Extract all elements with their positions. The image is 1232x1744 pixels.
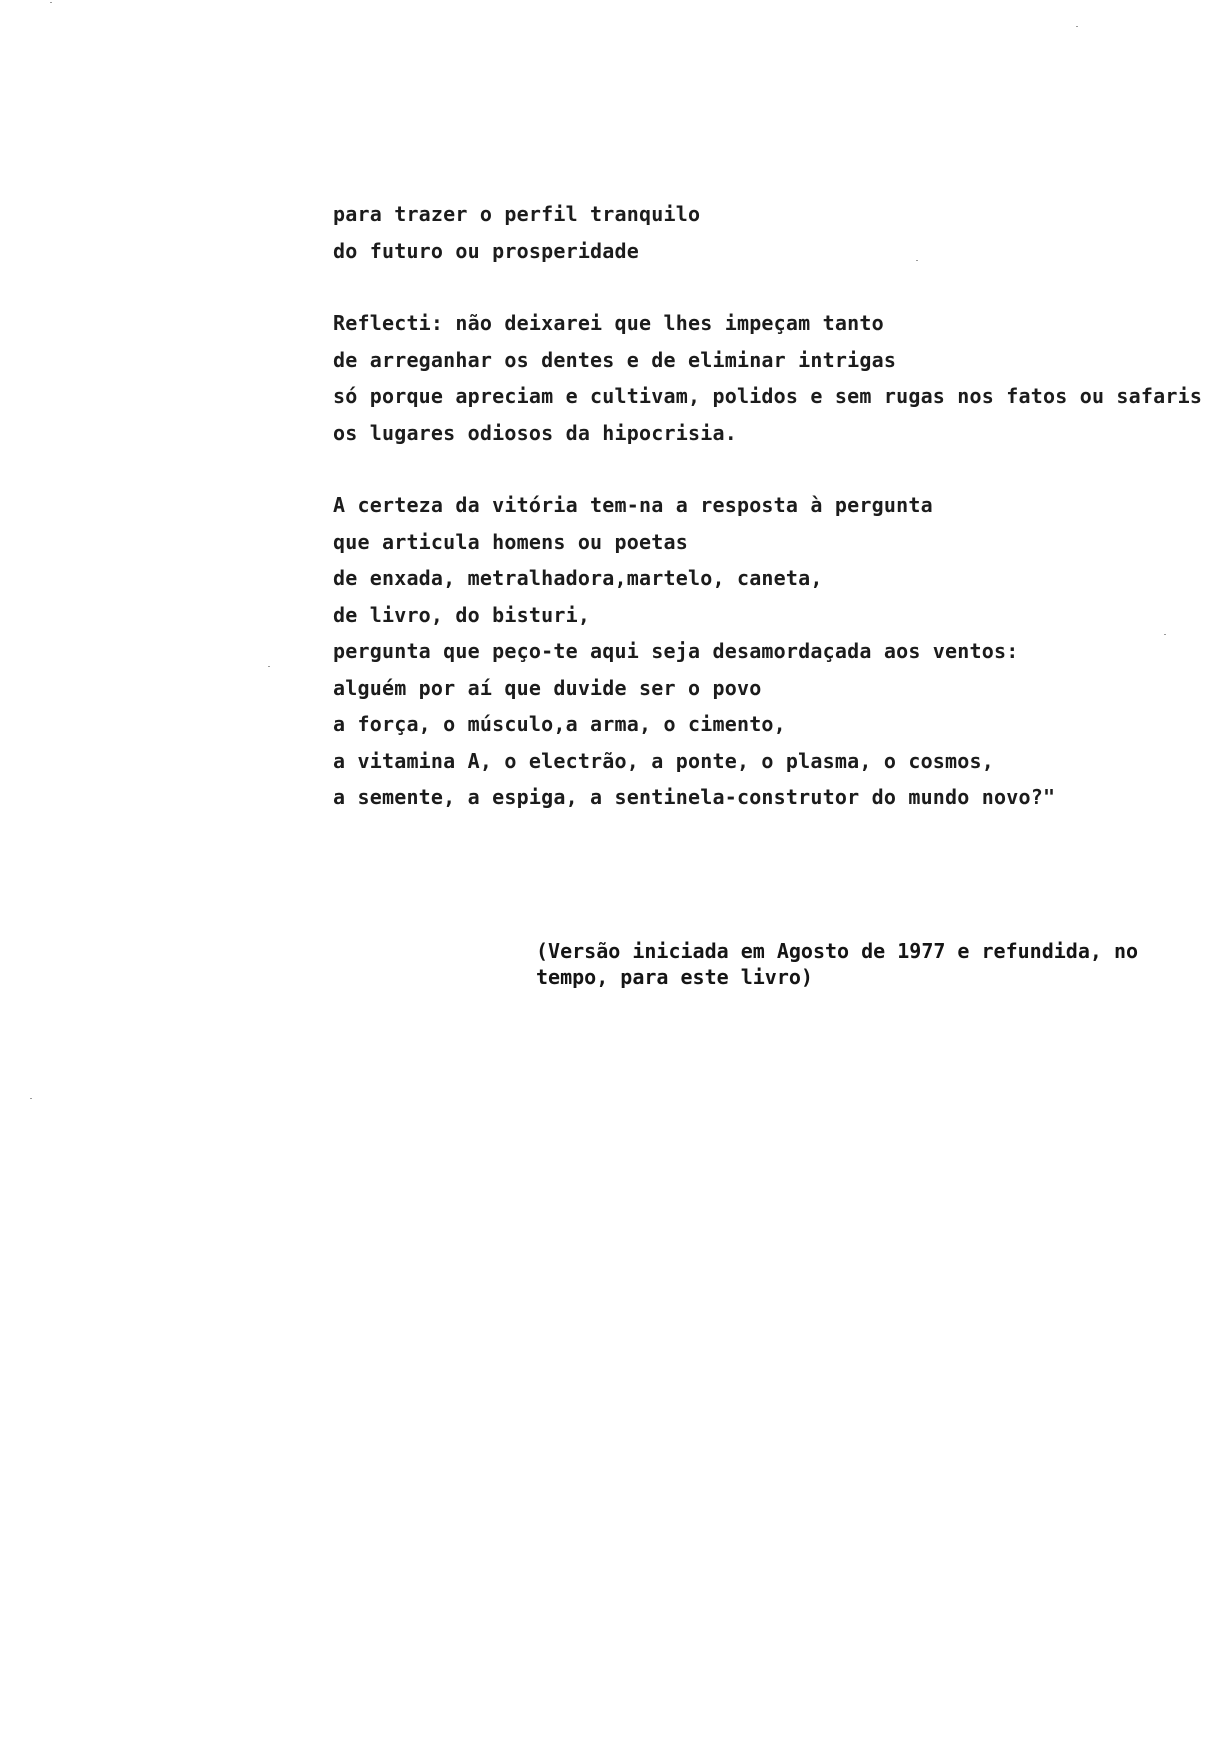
poem-line: do futuro ou prosperidade [333, 238, 640, 263]
poem-body [333, 196, 1223, 852]
poem-line: alguém por aí que duvide ser o povo [333, 675, 762, 700]
poem-line: pergunta que peço-te aqui seja desamordaçada aos ventos: [333, 639, 1019, 663]
poem-line: de arreganhar os dentes e de eliminar intrigas [333, 347, 897, 372]
poem-line: que articula homens ou poetas [333, 529, 688, 554]
poem-line: os lugares odiosos da hipocrisia. [333, 420, 737, 445]
scan-speck [268, 666, 270, 667]
poem-line: a força, o músculo,a arma, o cimento, [333, 712, 786, 736]
version-note: (Versão iniciada em Agosto de 1977 e refundida, no tempo, para este livro) [536, 939, 1139, 989]
scan-speck [1076, 26, 1078, 27]
poem-line: A certeza da vitória tem-na a resposta à pergunta [333, 493, 933, 517]
poem-line: de enxada, metralhadora,martelo, caneta, [333, 566, 823, 590]
poem-line: a semente, a espiga, a sentinela-construtor do mundo novo?" [333, 785, 1056, 809]
scan-speck [916, 260, 918, 261]
stanza [333, 305, 1223, 451]
poem-line: a vitamina A, o electrão, a ponte, o plasma, o cosmos, [333, 748, 995, 773]
poem-line: só porque apreciam e cultivam, polidos e sem rugas nos fatos ou safaris [333, 384, 1203, 408]
poem-line: de livro, do bisturi, [333, 602, 591, 627]
stanza [333, 196, 1223, 269]
scan-speck [1164, 634, 1166, 635]
scan-speck [50, 2, 52, 3]
poem-line: para trazer o perfil tranquilo [333, 202, 701, 226]
scan-speck [30, 1098, 32, 1099]
stanza [333, 487, 1223, 816]
poem-line: Reflecti: não deixarei que lhes impeçam tanto [333, 311, 884, 335]
